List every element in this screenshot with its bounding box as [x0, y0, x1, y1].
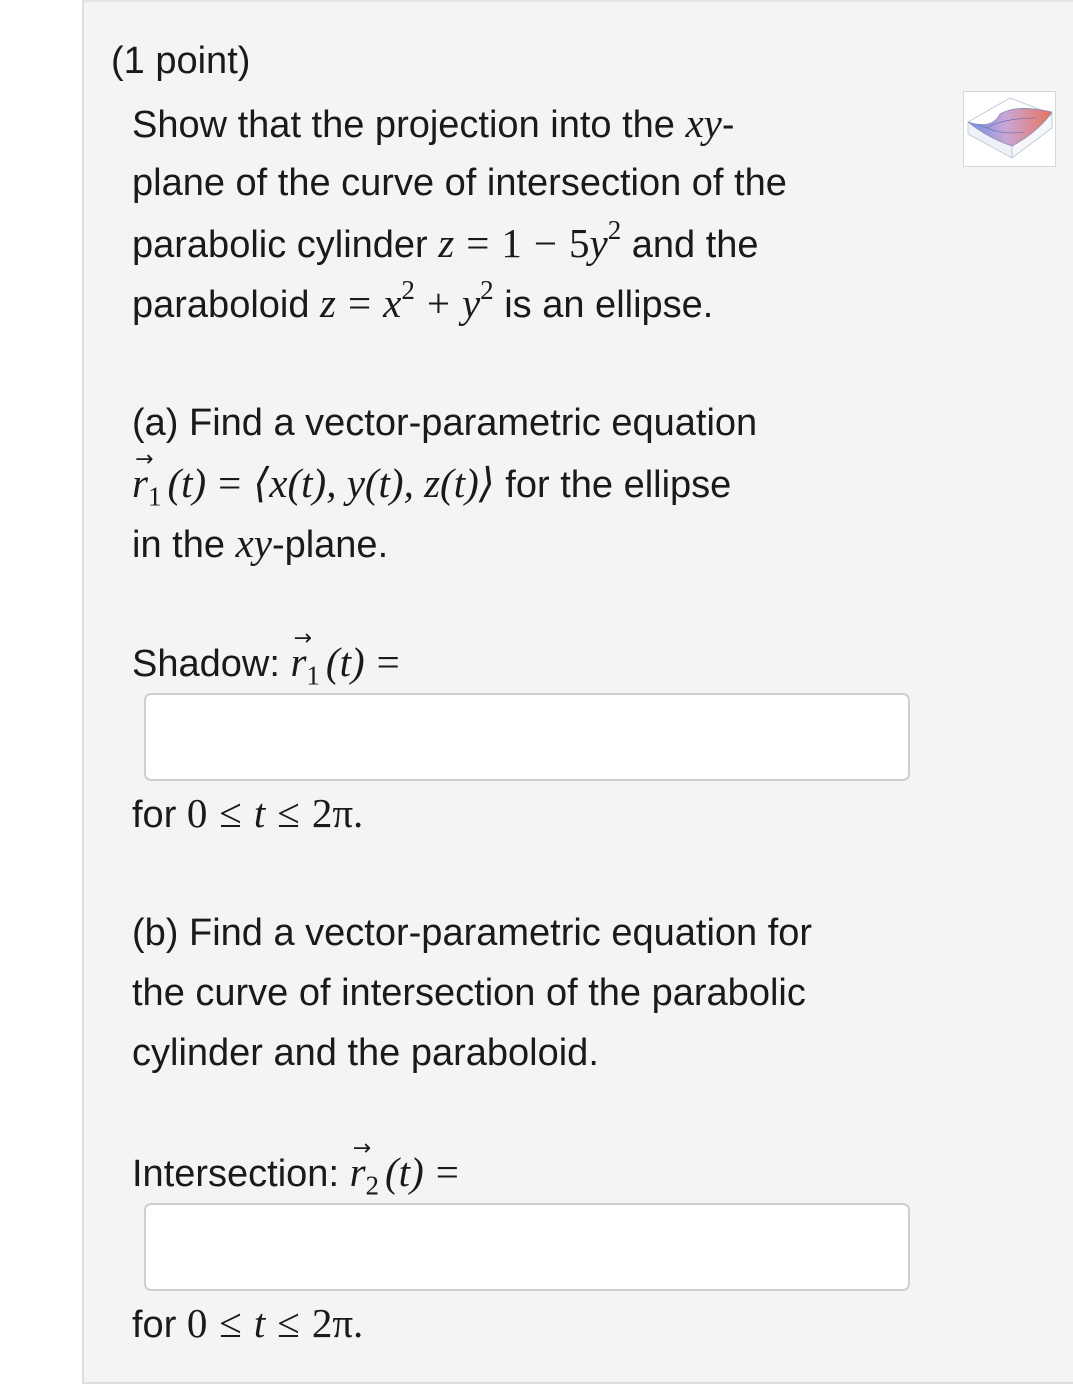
part-a-text: -plane. [271, 524, 389, 566]
surface-plot-graphic [964, 92, 1055, 166]
part-a-line-1 [132, 393, 757, 453]
math-equals: = [218, 460, 242, 506]
math-equals: = [348, 280, 372, 326]
math-two-pi: 2π. [311, 790, 364, 836]
surface-plot-icon[interactable] [963, 91, 1056, 167]
problem-line-3 [132, 213, 759, 275]
part-b-line-1 [132, 903, 812, 963]
math-arg-t: (t) [167, 460, 207, 506]
part-a-text: (a) Find a vector-parametric equation [132, 402, 758, 444]
range-text: for [132, 794, 187, 836]
shadow-answer-input[interactable] [144, 693, 910, 781]
math-two-pi: 2π. [311, 1300, 364, 1346]
points-text: (1 point) [111, 40, 251, 82]
math-t: t [253, 1300, 266, 1346]
shadow-label-text: Shadow: [132, 643, 291, 685]
problem-line-1 [132, 93, 735, 155]
problem-text: plane of the curve of intersection of the [132, 162, 787, 204]
problem-text: is an ellipse. [493, 284, 714, 326]
problem-line-2 [132, 153, 787, 213]
part-b-line-2 [132, 963, 806, 1023]
problem-text: Show that the projection into the [132, 104, 686, 146]
part-a-text: in the [132, 524, 236, 566]
part-a-line-2 [132, 453, 731, 515]
math-one: 1 [501, 220, 522, 266]
problem-text: and the [621, 224, 759, 266]
math-arg-t: (t) [325, 639, 365, 685]
math-x: x [383, 280, 402, 326]
problem-line-4 [132, 273, 713, 335]
math-five: 5 [568, 220, 590, 266]
math-subscript: 1 [306, 660, 320, 691]
math-equals: = [376, 639, 400, 685]
math-xy: xy [685, 100, 722, 146]
shadow-range [132, 783, 363, 845]
math-vector-r: → r [290, 632, 306, 692]
intersection-label [132, 1142, 471, 1204]
problem-text: - [721, 104, 735, 146]
math-zero: 0 [186, 1300, 208, 1346]
math-vector-r: → r [350, 1142, 366, 1202]
math-y: y [589, 220, 608, 266]
part-b-line-3 [132, 1023, 599, 1083]
math-minus: − [533, 220, 557, 266]
math-z: z [438, 220, 455, 266]
math-y: y [461, 280, 481, 326]
part-b-text: the curve of intersection of the parabolic [132, 972, 806, 1014]
part-a-line-3 [132, 513, 388, 575]
math-tuple: ⟨x(t), y(t), z(t)⟩ [253, 460, 495, 506]
math-plus: + [426, 280, 450, 326]
math-leq: ≤ [277, 1300, 300, 1346]
math-subscript: 2 [365, 1170, 380, 1201]
part-b-text: cylinder and the paraboloid. [132, 1032, 599, 1074]
math-leq: ≤ [219, 790, 242, 836]
math-exponent: 2 [607, 215, 622, 246]
intersection-answer-input[interactable] [144, 1203, 910, 1291]
math-exponent: 2 [401, 275, 415, 306]
points-label [111, 31, 250, 91]
math-xy: xy [235, 520, 272, 566]
math-equals: = [435, 1149, 459, 1195]
math-vector-r: → r [132, 453, 148, 513]
math-equals: = [466, 220, 490, 266]
math-arg-t: (t) [385, 1149, 424, 1195]
intersection-range [132, 1293, 363, 1355]
math-subscript: 1 [147, 481, 162, 512]
math-zero: 0 [186, 790, 208, 836]
math-leq: ≤ [277, 790, 300, 836]
math-exponent: 2 [480, 275, 494, 306]
math-t: t [253, 790, 266, 836]
problem-text: parabolic cylinder [132, 224, 439, 266]
part-a-text: for the ellipse [494, 464, 732, 506]
problem-text: paraboloid [132, 284, 321, 326]
part-b-text: (b) Find a vector-parametric equation for [132, 912, 813, 954]
intersection-label-text: Intersection: [132, 1153, 350, 1195]
math-z: z [320, 280, 337, 326]
range-text: for [132, 1304, 187, 1346]
shadow-label [132, 632, 412, 694]
math-leq: ≤ [219, 1300, 242, 1346]
